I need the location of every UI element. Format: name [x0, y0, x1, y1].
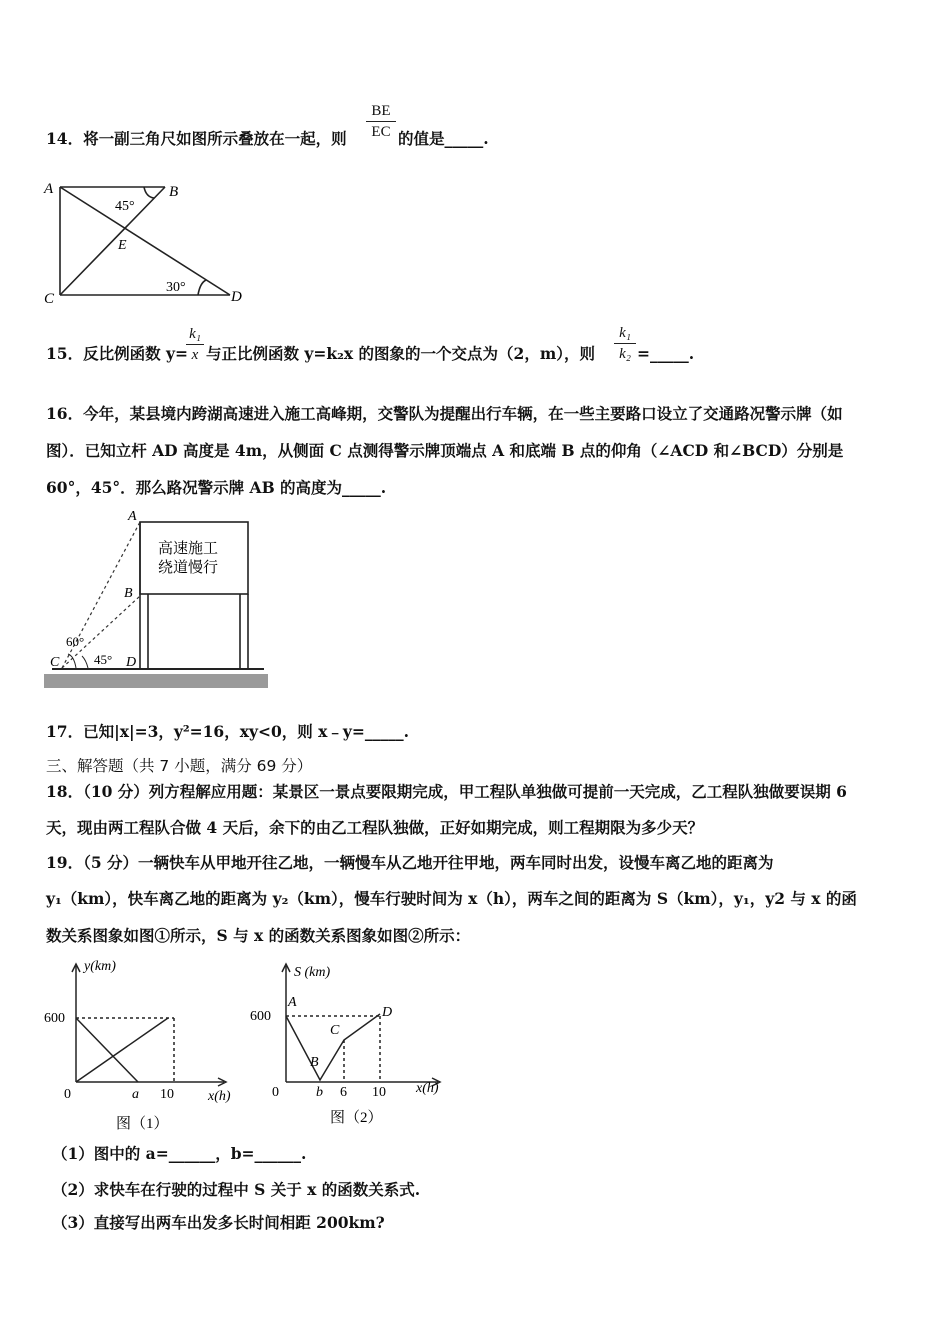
sign-text-line2: 绕道慢行 [158, 560, 219, 576]
graph2-caption: 图（2） [330, 1110, 383, 1126]
graph2-x10: 10 [372, 1085, 386, 1100]
ground-hatch [44, 674, 268, 688]
q16-angle-45: 45° [94, 652, 113, 667]
graph1-origin: 0 [64, 1087, 71, 1102]
q14-angle-30: 30° [166, 280, 186, 295]
q16-line3: 60°，45°．那么路况警示牌 AB 的高度为_____. [46, 478, 387, 497]
section3-title: 三、解答题（共 7 小题，满分 69 分） [46, 757, 313, 775]
q19-line3: 数关系图象如图①所示，S 与 x 的函数关系图象如图②所示： [46, 926, 471, 945]
q15-fraction-2 [614, 324, 636, 363]
graph1-ylabel: y(km) [84, 959, 116, 974]
q16-label-c: C [50, 655, 60, 670]
graph1-xlabel: x(h) [208, 1089, 231, 1104]
q15-f1-den: x [191, 347, 199, 363]
q14-label-b: B [169, 184, 179, 200]
q18-line2: 天，现由两工程队合做 4 天后，余下的由乙工程队独做，正好如期完成，则工程期限为多少天？ [46, 818, 704, 837]
q19-sub3: （3）直接写出两车出发多长时间相距 200km? [52, 1213, 385, 1232]
q14-label-a: A [44, 181, 54, 197]
graph2-y600: 600 [250, 1009, 271, 1024]
q15-part3: =_____. [637, 344, 695, 363]
q14-fraction [366, 102, 396, 141]
q17-text: 17．已知|x|=3，y²=16，xy<0，则 x﹣y=_____. [46, 722, 410, 741]
q15-f1-num: k₁ [189, 326, 201, 342]
q15-f2-num: k₁ [619, 325, 631, 341]
q16-angle-60: 60° [66, 634, 85, 649]
q14-frac-den: EC [371, 124, 391, 140]
q19-sub2: （2）求快车在行驶的过程中 S 关于 x 的函数关系式. [52, 1180, 421, 1199]
q14-frac-num: BE [371, 103, 391, 119]
q14-text-after: 的值是_____. [398, 129, 489, 148]
q19-graph1 [40, 958, 250, 1138]
q14-angle-45: 45° [115, 199, 135, 214]
graph2-point-b: B [310, 1055, 319, 1070]
q16-label-a: A [128, 509, 137, 524]
q16-label-b: B [124, 586, 133, 601]
q16-line1: 16．今年，某县境内跨湖高速进入施工高峰期，交警队为提醒出行车辆，在一些主要路口设立了交通路况警示牌（如 [46, 404, 843, 423]
graph2-xlabel: x(h) [416, 1081, 439, 1096]
q18-line1: 18．（10 分）列方程解应用题：某景区一景点要限期完成，甲工程队单独做可提前一天完成，乙工程队独做要误期 6 [46, 782, 847, 801]
q15-part1: 15．反比例函数 y= [46, 344, 188, 363]
graph2-ylabel: S (km) [294, 965, 331, 980]
graph1-y600: 600 [44, 1011, 65, 1026]
graph1-caption: 图（1） [116, 1116, 169, 1132]
graph2-point-a: A [288, 995, 297, 1010]
graph2-point-c: C [330, 1023, 340, 1038]
q19-sub1: （1）图中的 a=______，b=______. [52, 1144, 307, 1163]
q19-graph2 [246, 958, 456, 1138]
q14-label-d: D [231, 289, 242, 305]
graph2-point-d: D [382, 1005, 393, 1020]
q16-figure [44, 506, 270, 692]
graph2-b: b [316, 1085, 323, 1100]
q16-line2: 图）．已知立杆 AD 高度是 4m，从侧面 C 点测得警示牌顶端点 A 和底端 B 点的仰角（∠ACD 和∠BCD）分别是 [46, 441, 844, 460]
q15-part2: 与正比例函数 y=k₂x 的图象的一个交点为（2，m），则 [206, 344, 595, 363]
graph2-origin: 0 [272, 1085, 279, 1100]
q19-line1: 19．（5 分）一辆快车从甲地开往乙地，一辆慢车从乙地开往甲地，两车同时出发，设慢车离乙地的距离为 [46, 853, 774, 872]
q15-fraction-1 [186, 325, 204, 364]
q14-label-c: C [44, 291, 55, 307]
q14-text-before: 14．将一副三角尺如图所示叠放在一起，则 [46, 129, 347, 148]
graph2-x6: 6 [340, 1085, 347, 1100]
graph1-x10: 10 [160, 1087, 174, 1102]
sign-text-line1: 高速施工 [158, 541, 219, 557]
q16-label-d: D [126, 655, 137, 670]
q14-label-e: E [118, 238, 127, 253]
q19-line2: y₁（km），快车离乙地的距离为 y₂（km），慢车行驶时间为 x（h），两车之间的距离为 S（km），y₁，y2 与 x 的函 [46, 889, 857, 908]
q15-f2-den: k₂ [619, 346, 631, 362]
graph1-a: a [132, 1087, 139, 1102]
q14-figure [40, 175, 260, 305]
